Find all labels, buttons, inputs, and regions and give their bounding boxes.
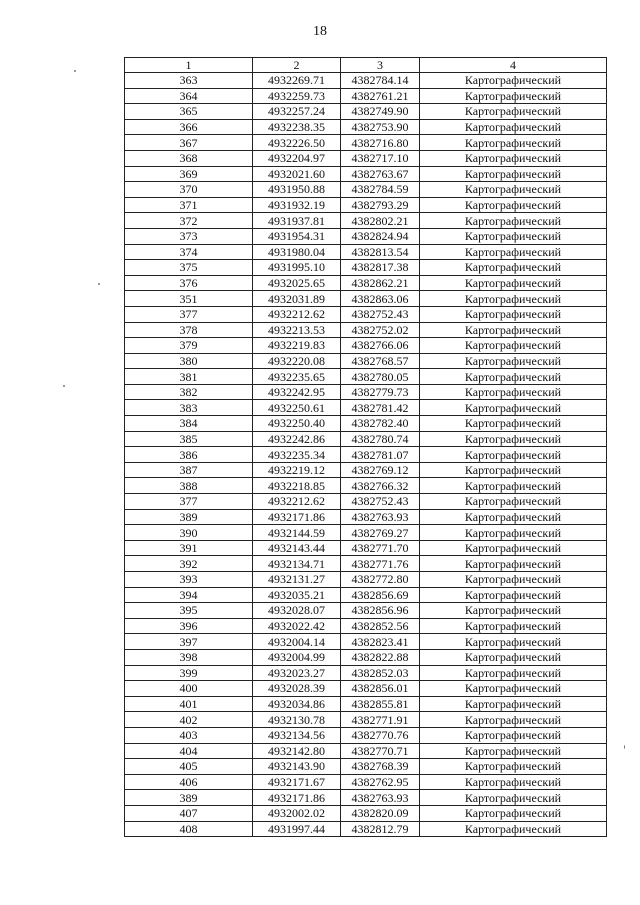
y-coordinate-cell: 4382780.05 [341,369,420,385]
y-coordinate-cell: 4382768.39 [341,759,420,775]
x-coordinate-cell: 4932250.40 [253,416,341,432]
point-number-cell: 371 [125,197,253,213]
x-coordinate-cell: 4931995.10 [253,260,341,276]
y-coordinate-cell: 4382771.70 [341,540,420,556]
table-row [125,244,607,260]
table-row [125,213,607,229]
table-row [125,322,607,338]
table-row [125,73,607,89]
coordinates-table [124,57,607,837]
y-coordinate-cell: 4382752.43 [341,494,420,510]
x-coordinate-cell: 4932023.27 [253,665,341,681]
x-coordinate-cell: 4932171.67 [253,774,341,790]
table-row [125,618,607,634]
x-coordinate-cell: 4932171.86 [253,790,341,806]
table-row [125,462,607,478]
header-col-1: 1 [125,58,253,73]
x-coordinate-cell: 4932218.85 [253,478,341,494]
method-cell: Картографический [420,73,607,89]
y-coordinate-cell: 4382752.43 [341,306,420,322]
table-row [125,119,607,135]
x-coordinate-cell: 4932250.61 [253,400,341,416]
x-coordinate-cell: 4932220.08 [253,353,341,369]
scan-speck [74,70,76,72]
y-coordinate-cell: 4382763.93 [341,790,420,806]
method-cell: Картографический [420,369,607,385]
y-coordinate-cell: 4382770.71 [341,743,420,759]
y-coordinate-cell: 4382766.32 [341,478,420,494]
x-coordinate-cell: 4932219.83 [253,338,341,354]
x-coordinate-cell: 4932025.65 [253,275,341,291]
method-cell: Картографический [420,384,607,400]
x-coordinate-cell: 4932035.21 [253,587,341,603]
x-coordinate-cell: 4932004.14 [253,634,341,650]
table-row [125,228,607,244]
x-coordinate-cell: 4932028.07 [253,603,341,619]
table-row [125,649,607,665]
point-number-cell: 387 [125,462,253,478]
point-number-cell: 375 [125,260,253,276]
method-cell: Картографический [420,681,607,697]
point-number-cell: 376 [125,275,253,291]
y-coordinate-cell: 4382716.80 [341,135,420,151]
y-coordinate-cell: 4382852.03 [341,665,420,681]
point-number-cell: 368 [125,150,253,166]
method-cell: Картографический [420,166,607,182]
point-number-cell: 405 [125,759,253,775]
table-row [125,634,607,650]
x-coordinate-cell: 4932226.50 [253,135,341,151]
table-row [125,665,607,681]
x-coordinate-cell: 4931997.44 [253,821,341,837]
y-coordinate-cell: 4382771.76 [341,556,420,572]
point-number-cell: 365 [125,104,253,120]
point-number-cell: 384 [125,416,253,432]
scan-speck [63,385,65,387]
method-cell: Картографический [420,135,607,151]
table-row [125,447,607,463]
method-cell: Картографический [420,353,607,369]
x-coordinate-cell: 4932134.71 [253,556,341,572]
x-coordinate-cell: 4932204.97 [253,150,341,166]
y-coordinate-cell: 4382852.56 [341,618,420,634]
point-number-cell: 381 [125,369,253,385]
method-cell: Картографический [420,244,607,260]
header-col-3: 3 [341,58,420,73]
y-coordinate-cell: 4382779.73 [341,384,420,400]
method-cell: Картографический [420,400,607,416]
y-coordinate-cell: 4382771.91 [341,712,420,728]
x-coordinate-cell: 4932134.56 [253,727,341,743]
point-number-cell: 403 [125,727,253,743]
x-coordinate-cell: 4932235.34 [253,447,341,463]
y-coordinate-cell: 4382753.90 [341,119,420,135]
y-coordinate-cell: 4382784.14 [341,73,420,89]
y-coordinate-cell: 4382770.76 [341,727,420,743]
method-cell: Картографический [420,182,607,198]
method-cell: Картографический [420,416,607,432]
method-cell: Картографический [420,603,607,619]
method-cell: Картографический [420,712,607,728]
method-cell: Картографический [420,665,607,681]
point-number-cell: 377 [125,494,253,510]
table-row [125,790,607,806]
y-coordinate-cell: 4382781.07 [341,447,420,463]
method-cell: Картографический [420,556,607,572]
table-row [125,696,607,712]
point-number-cell: 370 [125,182,253,198]
method-cell: Картографический [420,88,607,104]
point-number-cell: 388 [125,478,253,494]
method-cell: Картографический [420,572,607,588]
point-number-cell: 408 [125,821,253,837]
method-cell: Картографический [420,743,607,759]
header-col-4: 4 [420,58,607,73]
method-cell: Картографический [420,275,607,291]
point-number-cell: 395 [125,603,253,619]
x-coordinate-cell: 4932002.02 [253,805,341,821]
method-cell: Картографический [420,540,607,556]
table-row [125,774,607,790]
y-coordinate-cell: 4382752.02 [341,322,420,338]
point-number-cell: 399 [125,665,253,681]
x-coordinate-cell: 4932212.62 [253,306,341,322]
point-number-cell: 407 [125,805,253,821]
method-cell: Картографический [420,119,607,135]
method-cell: Картографический [420,649,607,665]
y-coordinate-cell: 4382763.67 [341,166,420,182]
method-cell: Картографический [420,213,607,229]
y-coordinate-cell: 4382762.95 [341,774,420,790]
x-coordinate-cell: 4932144.59 [253,525,341,541]
point-number-cell: 374 [125,244,253,260]
y-coordinate-cell: 4382784.59 [341,182,420,198]
method-cell: Картографический [420,197,607,213]
table-row [125,182,607,198]
method-cell: Картографический [420,228,607,244]
point-number-cell: 391 [125,540,253,556]
y-coordinate-cell: 4382782.40 [341,416,420,432]
point-number-cell: 389 [125,509,253,525]
table-row [125,821,607,837]
x-coordinate-cell: 4932242.86 [253,431,341,447]
y-coordinate-cell: 4382749.90 [341,104,420,120]
table-row [125,603,607,619]
x-coordinate-cell: 4931937.81 [253,213,341,229]
table-row [125,556,607,572]
point-number-cell: 393 [125,572,253,588]
table-row [125,416,607,432]
header-col-2: 2 [253,58,341,73]
x-coordinate-cell: 4932034.86 [253,696,341,712]
table-row [125,384,607,400]
x-coordinate-cell: 4932269.71 [253,73,341,89]
point-number-cell: 386 [125,447,253,463]
method-cell: Картографический [420,821,607,837]
table-row [125,400,607,416]
x-coordinate-cell: 4932028.39 [253,681,341,697]
y-coordinate-cell: 4382793.29 [341,197,420,213]
x-coordinate-cell: 4932022.42 [253,618,341,634]
table-row [125,291,607,307]
y-coordinate-cell: 4382856.96 [341,603,420,619]
y-coordinate-cell: 4382761.21 [341,88,420,104]
table-row [125,275,607,291]
point-number-cell: 402 [125,712,253,728]
x-coordinate-cell: 4932142.80 [253,743,341,759]
table-row [125,509,607,525]
method-cell: Картографический [420,494,607,510]
method-cell: Картографический [420,431,607,447]
method-cell: Картографический [420,587,607,603]
point-number-cell: 396 [125,618,253,634]
point-number-cell: 373 [125,228,253,244]
point-number-cell: 363 [125,73,253,89]
method-cell: Картографический [420,478,607,494]
point-number-cell: 380 [125,353,253,369]
method-cell: Картографический [420,805,607,821]
x-coordinate-cell: 4932235.65 [253,369,341,385]
y-coordinate-cell: 4382855.81 [341,696,420,712]
x-coordinate-cell: 4932171.86 [253,509,341,525]
table-row [125,743,607,759]
y-coordinate-cell: 4382820.09 [341,805,420,821]
method-cell: Картографический [420,447,607,463]
point-number-cell: 372 [125,213,253,229]
point-number-cell: 379 [125,338,253,354]
x-coordinate-cell: 4932143.44 [253,540,341,556]
method-cell: Картографический [420,260,607,276]
table-row [125,587,607,603]
point-number-cell: 378 [125,322,253,338]
x-coordinate-cell: 4932238.35 [253,119,341,135]
y-coordinate-cell: 4382822.88 [341,649,420,665]
table-row [125,88,607,104]
scan-speck [98,283,100,285]
x-coordinate-cell: 4931950.88 [253,182,341,198]
x-coordinate-cell: 4932259.73 [253,88,341,104]
table-header [125,58,607,73]
table-row [125,353,607,369]
method-cell: Картографический [420,462,607,478]
point-number-cell: 383 [125,400,253,416]
y-coordinate-cell: 4382781.42 [341,400,420,416]
x-coordinate-cell: 4931932.19 [253,197,341,213]
y-coordinate-cell: 4382817.38 [341,260,420,276]
x-coordinate-cell: 4932257.24 [253,104,341,120]
y-coordinate-cell: 4382824.94 [341,228,420,244]
table-row [125,681,607,697]
table-row [125,431,607,447]
y-coordinate-cell: 4382768.57 [341,353,420,369]
point-number-cell: 369 [125,166,253,182]
table-body [125,73,607,837]
point-number-cell: 367 [125,135,253,151]
x-coordinate-cell: 4931954.31 [253,228,341,244]
x-coordinate-cell: 4932143.90 [253,759,341,775]
y-coordinate-cell: 4382766.06 [341,338,420,354]
table-row [125,166,607,182]
x-coordinate-cell: 4932021.60 [253,166,341,182]
table-row [125,478,607,494]
method-cell: Картографический [420,306,607,322]
method-cell: Картографический [420,291,607,307]
method-cell: Картографический [420,104,607,120]
page-number: 18 [313,24,327,39]
x-coordinate-cell: 4932130.78 [253,712,341,728]
point-number-cell: 377 [125,306,253,322]
y-coordinate-cell: 4382802.21 [341,213,420,229]
table-row [125,197,607,213]
table-row [125,525,607,541]
table-row [125,727,607,743]
method-cell: Картографический [420,509,607,525]
y-coordinate-cell: 4382863.06 [341,291,420,307]
table-row [125,572,607,588]
point-number-cell: 398 [125,649,253,665]
point-number-cell: 390 [125,525,253,541]
point-number-cell: 389 [125,790,253,806]
point-number-cell: 366 [125,119,253,135]
point-number-cell: 397 [125,634,253,650]
table-row [125,260,607,276]
y-coordinate-cell: 4382717.10 [341,150,420,166]
table-row [125,135,607,151]
x-coordinate-cell: 4932031.89 [253,291,341,307]
x-coordinate-cell: 4932242.95 [253,384,341,400]
method-cell: Картографический [420,150,607,166]
table-row [125,306,607,322]
point-number-cell: 406 [125,774,253,790]
table-row [125,338,607,354]
y-coordinate-cell: 4382823.41 [341,634,420,650]
y-coordinate-cell: 4382769.27 [341,525,420,541]
table-row [125,540,607,556]
table-row [125,369,607,385]
table-row [125,494,607,510]
y-coordinate-cell: 4382862.21 [341,275,420,291]
x-coordinate-cell: 4932213.53 [253,322,341,338]
point-number-cell: 394 [125,587,253,603]
method-cell: Картографический [420,790,607,806]
point-number-cell: 351 [125,291,253,307]
y-coordinate-cell: 4382856.01 [341,681,420,697]
method-cell: Картографический [420,322,607,338]
x-coordinate-cell: 4932219.12 [253,462,341,478]
method-cell: Картографический [420,634,607,650]
method-cell: Картографический [420,696,607,712]
point-number-cell: 382 [125,384,253,400]
y-coordinate-cell: 4382763.93 [341,509,420,525]
y-coordinate-cell: 4382812.79 [341,821,420,837]
point-number-cell: 401 [125,696,253,712]
method-cell: Картографический [420,774,607,790]
method-cell: Картографический [420,759,607,775]
x-coordinate-cell: 4932004.99 [253,649,341,665]
point-number-cell: 404 [125,743,253,759]
point-number-cell: 385 [125,431,253,447]
table-row [125,759,607,775]
table-row [125,805,607,821]
header-row [125,58,607,73]
table-row [125,712,607,728]
x-coordinate-cell: 4932212.62 [253,494,341,510]
table-row [125,104,607,120]
y-coordinate-cell: 4382813.54 [341,244,420,260]
point-number-cell: 392 [125,556,253,572]
point-number-cell: 400 [125,681,253,697]
table-row [125,150,607,166]
method-cell: Картографический [420,727,607,743]
y-coordinate-cell: 4382856.69 [341,587,420,603]
y-coordinate-cell: 4382772.80 [341,572,420,588]
scan-speck [624,745,625,749]
x-coordinate-cell: 4931980.04 [253,244,341,260]
y-coordinate-cell: 4382780.74 [341,431,420,447]
method-cell: Картографический [420,618,607,634]
point-number-cell: 364 [125,88,253,104]
method-cell: Картографический [420,338,607,354]
x-coordinate-cell: 4932131.27 [253,572,341,588]
y-coordinate-cell: 4382769.12 [341,462,420,478]
method-cell: Картографический [420,525,607,541]
